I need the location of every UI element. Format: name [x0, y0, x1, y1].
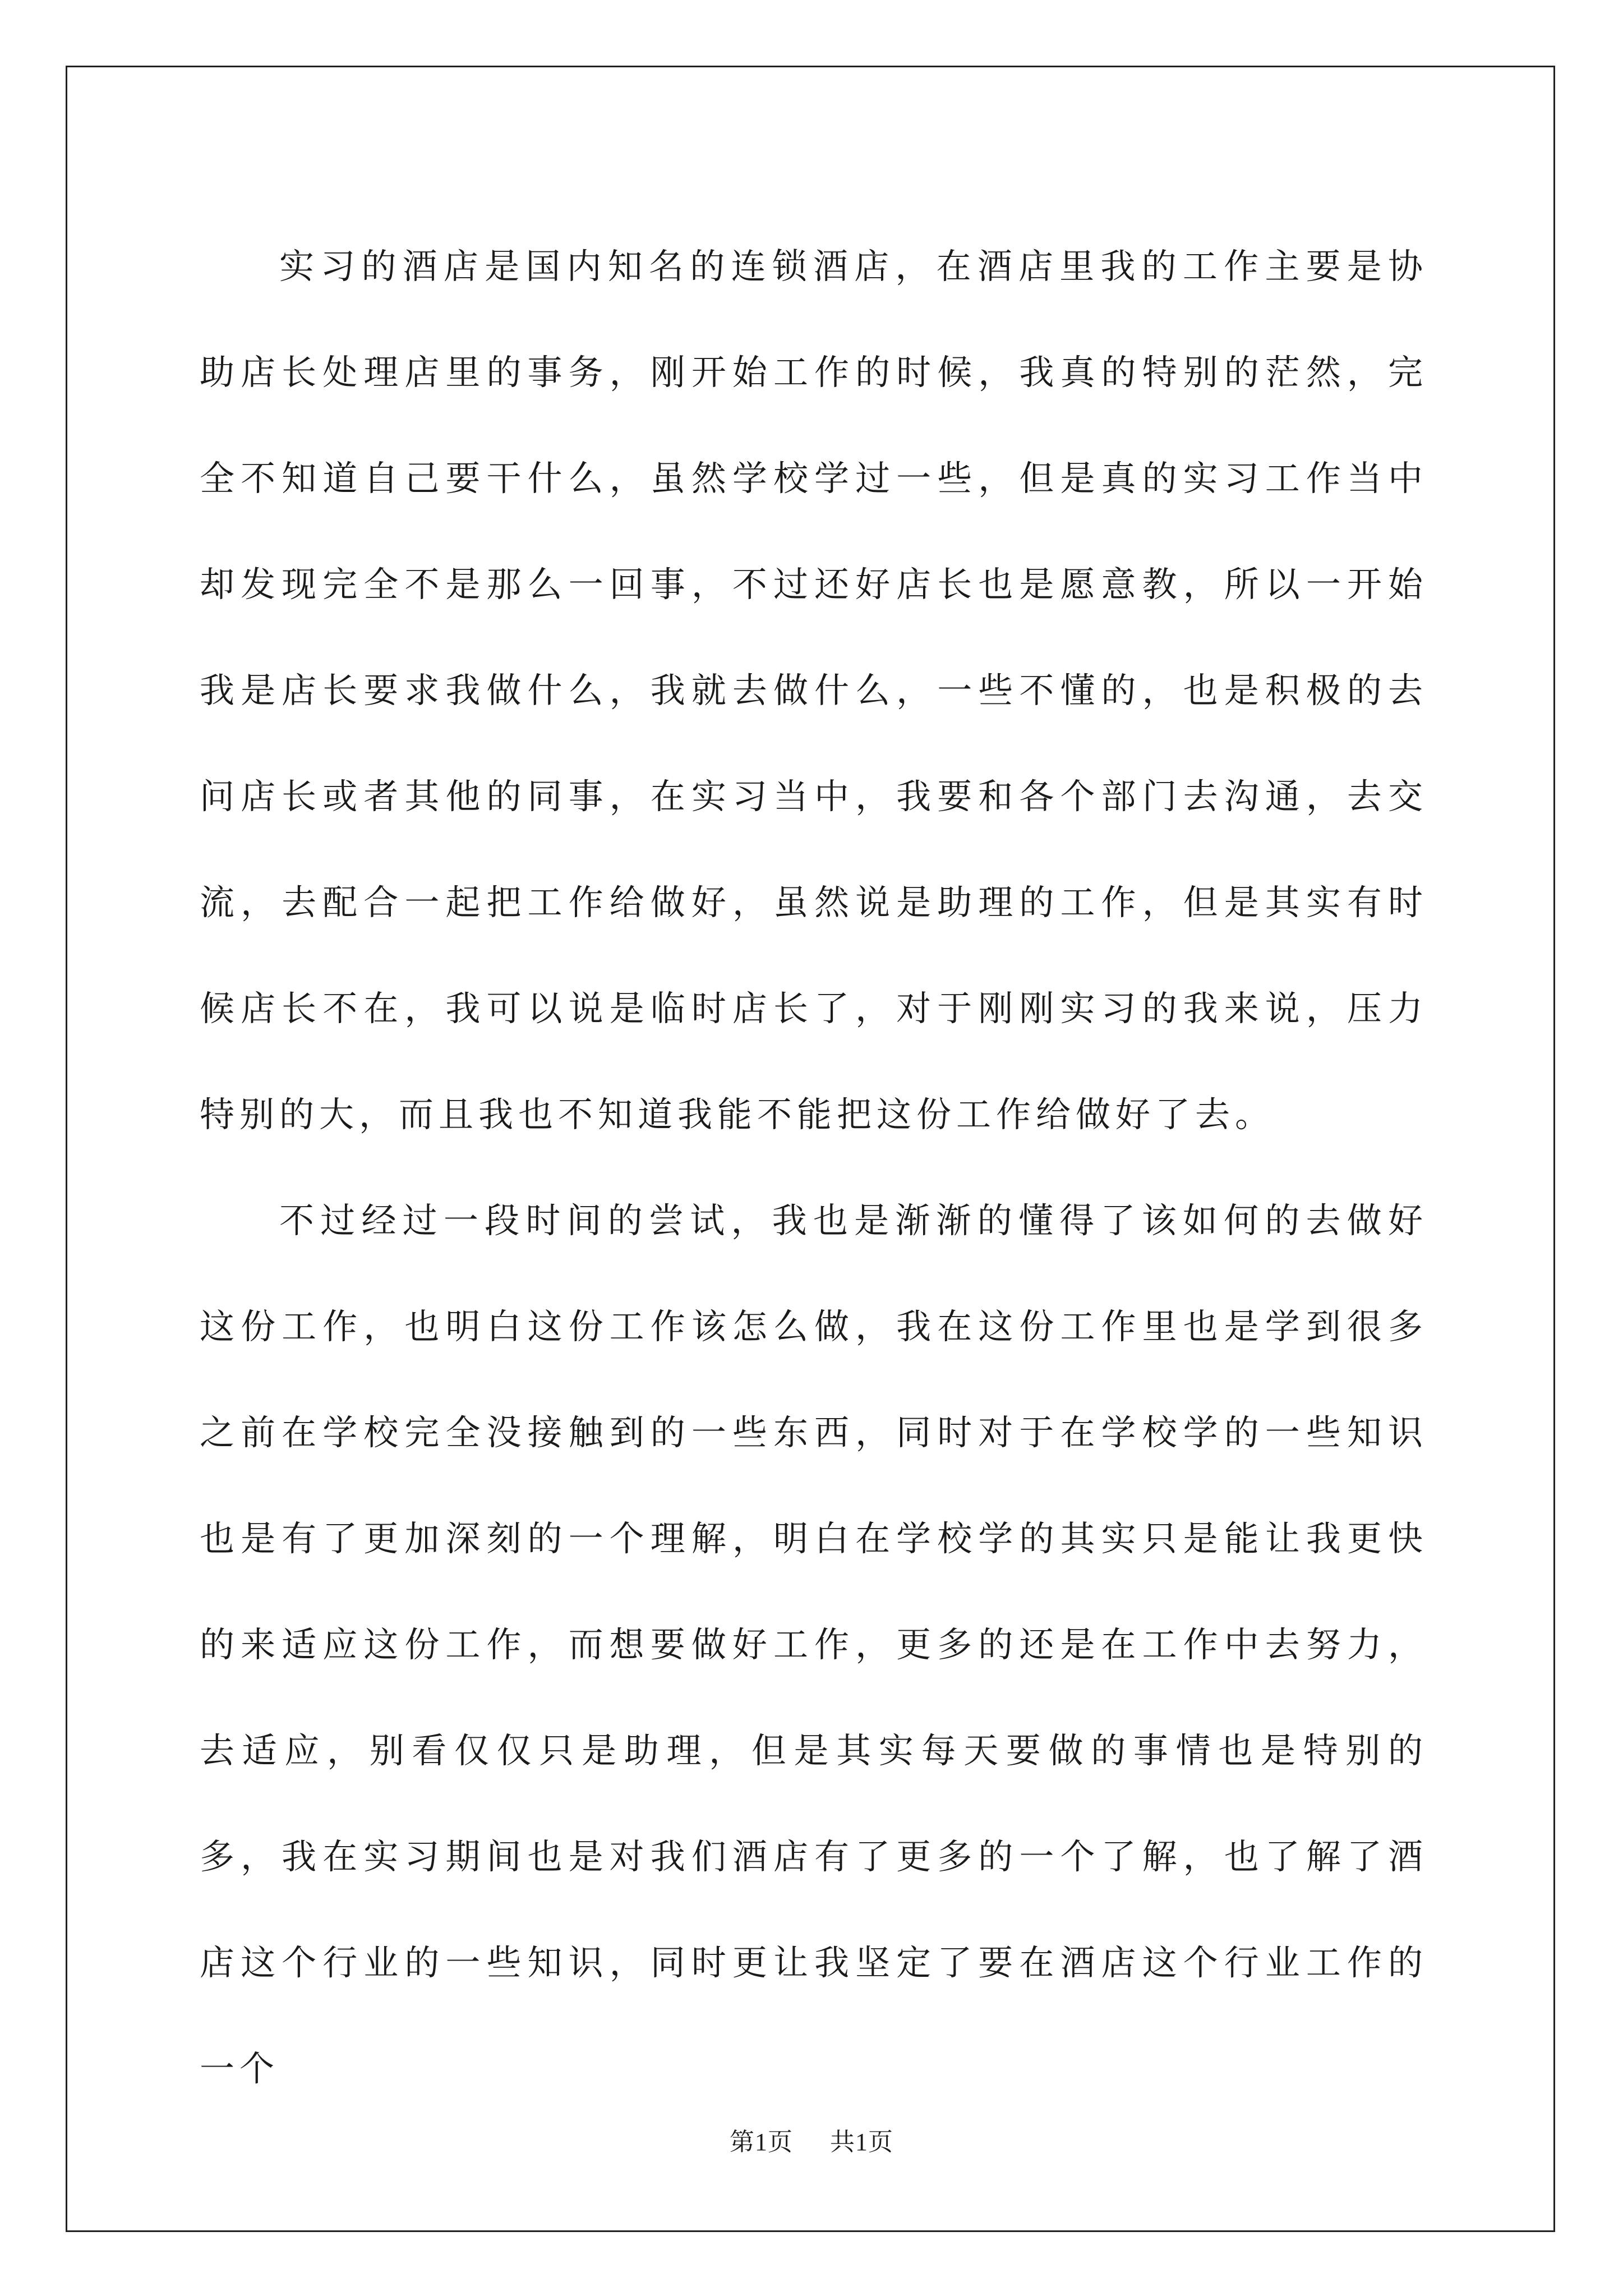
page-number-total: 共1页: [830, 2128, 893, 2156]
page-footer: [0, 2122, 1623, 2157]
paragraph-2: 不过经过一段时间的尝试，我也是渐渐的懂得了该如何的去做好这份工作，也明白这份工作该怎么做，我在这份工作里也是学到很多之前在学校完全没接触到的一些东西，同时对于在学校学的一些知识也是有了更加深刻的一个理解，明白在学校学的其实只是能让我更快的来适应这份工作，而想要做好工作，更多的还是在工作中去努力，去适应，别看仅仅只是助理，但是其实每天要做的事情也是特别的多，我在实习期间也是对我们酒店有了更多的一个了解，也了解了酒店这个行业的一些知识，同时更让我坚定了要在酒店这个行业工作的一个: [200, 1200, 1428, 2089]
paragraph-1: 实习的酒店是国内知名的连锁酒店，在酒店里我的工作主要是协助店长处理店里的事务，刚开始工作的时候，我真的特别的茫然，完全不知道自己要干什么，虽然学校学过一些，但是真的实习工作当中却发现完全不是那么一回事，不过还好店长也是愿意教，所以一开始我是店长要求我做什么，我就去做什么，一些不懂的，也是积极的去问店长或者其他的同事，在实习当中，我要和各个部门去沟通，去交流，去配合一起把工作给做好，虽然说是助理的工作，但是其实有时候店长不在，我可以说是临时店长了，对于刚刚实习的我来说，压力特别的大，而且我也不知道我能不能把这份工作给做好了去。: [200, 246, 1428, 1135]
document-body: [200, 213, 1428, 2122]
page-number-current: 第1页: [730, 2128, 793, 2156]
